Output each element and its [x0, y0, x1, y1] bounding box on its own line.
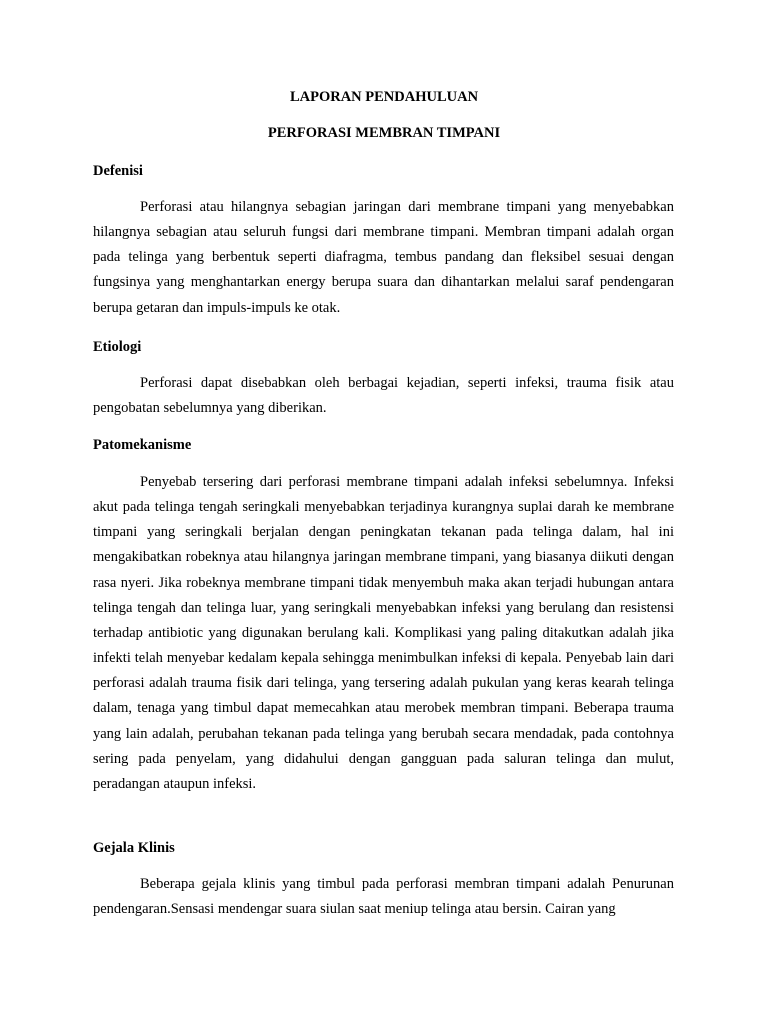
- section-heading-patomekanisme: Patomekanisme: [93, 437, 192, 453]
- document-subtitle: PERFORASI MEMBRAN TIMPANI: [267, 125, 501, 141]
- section-heading-defenisi: Defenisi: [93, 163, 143, 179]
- section-paragraph-etiologi: Perforasi dapat disebabkan oleh berbagai kejadian, seperti infeksi, trauma fisik atau pengobatan sebelumnya yang diberikan.: [93, 375, 674, 417]
- section-paragraph-defenisi: Perforasi atau hilangnya sebagian jaringan dari membrane timpani yang menyebabkan hilangnya sebagian atau seluruh fungsi dari membrane timpani. Membran timpani adalah organ pada telinga yang berbentuk seperti diafragma, tembus pandang dan fleksibel sesuai dengan fungsinya yang menghantarkan energy berupa suara dan dihantarkan melalui saraf pendengaran berupa getaran dan impuls-impuls ke otak.: [93, 199, 674, 316]
- section-paragraph-patomekanisme: Penyebab tersering dari perforasi membrane timpani adalah infeksi sebelumnya. Infeksi akut pada telinga tengah seringkali menyebabkan terjadinya kurangnya suplai darah ke membrane timpani yang seringkali berjalan dengan peningkatan tekanan pada telinga dalam, hal ini mengakibatkan robeknya atau hilangnya jaringan membrane timpani, yang biasanya diikuti dengan rasa nyeri. Jika robeknya membrane timpani tidak menyembuh maka akan terjadi hubungan antara telinga tengah dan telinga luar, yang seringkali menyebabkan infeksi yang berulang dan resistensi terhadap antibiotic yang digunakan berulang kali. Komplikasi yang paling ditakutkan adalah jika infekti telah menyebar kedalam kepala sehingga menimbulkan infeksi di kepala. Penyebab lain dari perforasi adalah trauma fisik dari telinga, yang tersering adalah pukulan yang keras kearah telinga dalam, tenaga yang timbul dapat memecahkan atau merobek membran timpani. Beberapa trauma yang lain adalah, perubahan tekanan pada telinga yang berubah secara mendadak, pada contohnya sering pada penyelam, yang didahului dengan gangguan pada saluran telinga dan mulut, peradangan ataupun infeksi.: [93, 474, 674, 792]
- document-title: LAPORAN PENDAHULUAN: [289, 89, 479, 105]
- section-heading-gejala-klinis: Gejala Klinis: [93, 840, 175, 856]
- section-paragraph-gejala-klinis: Beberapa gejala klinis yang timbul pada perforasi membran timpani adalah Penurunan pendengaran.Sensasi mendengar suara siulan saat meniup telinga atau bersin. Cairan yang: [93, 876, 674, 918]
- section-heading-etiologi: Etiologi: [93, 339, 142, 355]
